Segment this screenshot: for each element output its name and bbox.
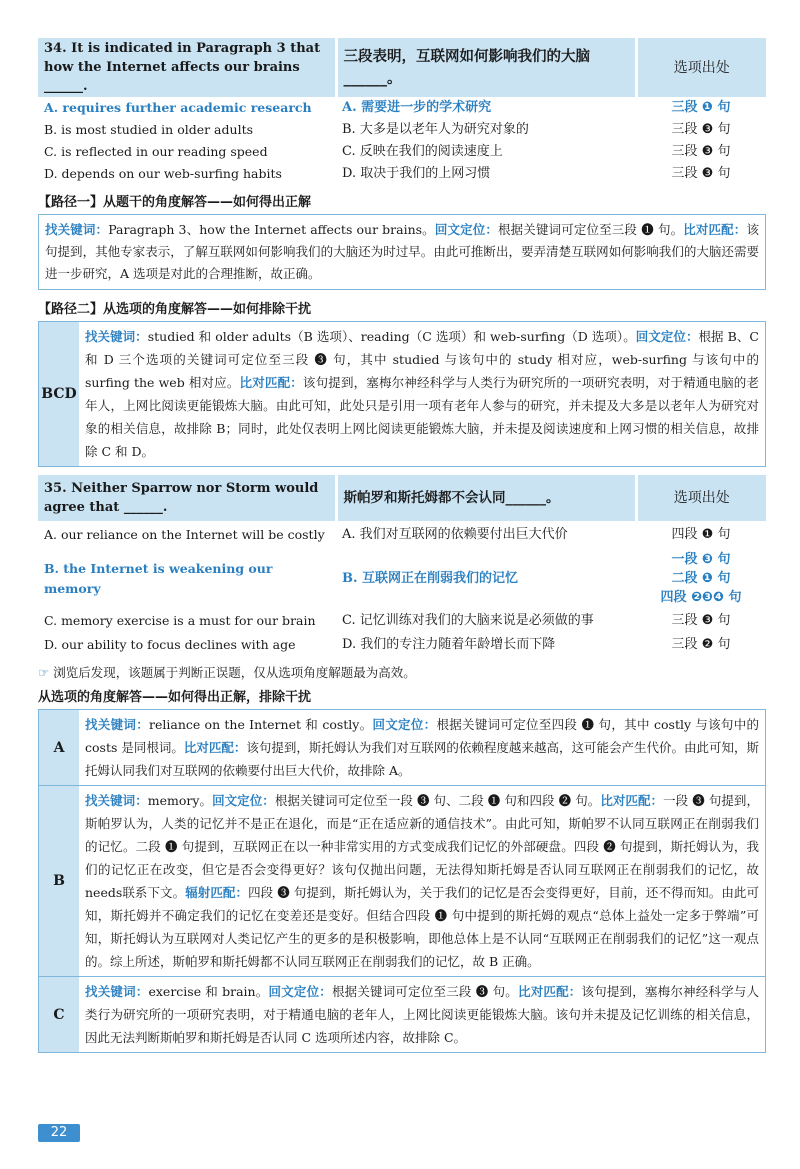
- tip-text: 浏览后发现，该题属于判断正误题，仅从选项角度解题最为高效。: [53, 665, 416, 680]
- path1-title: 【路径一】从题干的角度解答——如何得出正解: [38, 195, 312, 210]
- q35-section-title: 从选项的角度解答——如何得出正解，排除干扰: [38, 690, 312, 705]
- q34-table: [38, 38, 766, 185]
- option-cn: A. 我们对互联网的依赖要付出巨大代价: [342, 527, 568, 542]
- option-source: 三段 ❸ 句: [671, 122, 731, 137]
- option-en: B. is most studied in older adults: [44, 122, 254, 137]
- tip-line: [38, 663, 766, 681]
- q34-source-header: 选项出处: [636, 38, 766, 97]
- q35-option-b: [38, 549, 766, 608]
- page-content: [38, 38, 766, 1053]
- label-keyword: 找关键词：: [85, 329, 148, 344]
- option-en: A. our reliance on the Internet will be costly: [44, 527, 325, 542]
- label-locate: 回文定位：: [434, 222, 499, 237]
- option-source: 三段 ❷ 句: [671, 637, 731, 652]
- text-match: 该句提到，塞梅尔神经科学与人类行为研究所的一项研究表明，对于精通电脑的老年人，上网比阅读更能锻炼大脑。由此可知，此处只是引用一项有老年人参与的研究，并未提及大多是以老年人为研究对象的相关信息，故排除 B；同时，此处仅表明上网比阅读更能锻炼大脑，并未提及阅读速度和上网习惯的相关信息，故排除 C 和 D。: [85, 375, 759, 459]
- text-match: 该句提到，其他专家表示，了解互联网如何影响我们的大脑还为时过早。由此可推断出，要弄清楚互联网如何影响我们的大脑还需要进一步研究，A 选项是对此的合理推断，故正确。: [45, 222, 759, 281]
- option-source: 三段 ❸ 句: [671, 166, 731, 181]
- q35-option-c: [38, 608, 766, 634]
- row-side-label: B: [39, 786, 79, 976]
- option-source: 一段 ❸ 句: [671, 552, 731, 567]
- path1-box: [38, 214, 766, 290]
- row-text: [79, 710, 765, 785]
- option-en: C. is reflected in our reading speed: [44, 144, 268, 159]
- q35-header-row: [38, 475, 766, 521]
- label-match: 比对匹配：: [518, 984, 582, 999]
- row-text: [79, 786, 765, 976]
- option-source: 二段 ❶ 句: [671, 571, 731, 586]
- text-match: 该句提到，塞梅尔神经科学与人类行为研究所的一项研究表明，对于精通电脑的老年人，上网比阅读更能锻炼大脑。该句并未提及记忆训练的相关信息，因此无法判断斯帕罗和斯托姆是否认同 C 选项所述内容，故排除 C。: [85, 984, 759, 1045]
- q34-option-d: [38, 163, 766, 185]
- label-match: 比对匹配：: [683, 222, 747, 237]
- text-keyword: studied 和 older adults（B 选项）、reading（C 选项）和 web-surfing（D 选项）。: [147, 329, 636, 344]
- label-locate: 回文定位：: [212, 793, 275, 808]
- label-keyword: 找关键词：: [85, 984, 149, 999]
- path2-text: [79, 322, 765, 466]
- option-cn: D. 取决于我们的上网习惯: [342, 166, 491, 181]
- path2-box: [38, 321, 766, 467]
- option-cn: C. 记忆训练对我们的大脑来说是必须做的事: [342, 613, 594, 628]
- option-cn: B. 互联网正在削弱我们的记忆: [342, 570, 519, 586]
- label-locate: 回文定位：: [372, 717, 437, 732]
- option-source: 四段 ❷❸❹ 句: [660, 590, 742, 605]
- text-locate: 根据关键词可定位至一段 ❸ 句、二段 ❶ 句和四段 ❷ 句。: [274, 793, 601, 808]
- q35-option-a: [38, 521, 766, 549]
- label-keyword: 找关键词：: [45, 222, 109, 237]
- text-locate: 根据关键词可定位至三段 ❶ 句。: [498, 222, 684, 237]
- q35-table: [38, 475, 766, 656]
- option-source-multi: [636, 549, 766, 608]
- option-cn: C. 反映在我们的阅读速度上: [342, 144, 503, 159]
- text-locate: 根据 B、C 和 D 三个选项的关键词可定位至三段 ❸ 句，其中 studied 与该句中的 study 相对应，web-surfing 与该句中的 surfing the web 相对应。: [85, 329, 759, 390]
- path2-side-label: BCD: [39, 322, 79, 466]
- option-en: C. memory exercise is a must for our brain: [44, 613, 316, 628]
- q35-question-en: 35. Neither Sparrow nor Storm would agree that ______.: [38, 475, 336, 521]
- q34-option-c: [38, 141, 766, 163]
- label-locate: 回文定位：: [635, 329, 699, 344]
- q35-row-b: [38, 786, 766, 977]
- option-source: 三段 ❶ 句: [671, 100, 731, 115]
- q34-option-a: [38, 97, 766, 119]
- option-en: D. our ability to focus declines with age: [44, 637, 296, 652]
- q35-source-header: 选项出处: [636, 475, 766, 521]
- q35-question-cn: 斯帕罗和斯托姆都不会认同______。: [336, 475, 636, 521]
- text-keyword: memory。: [147, 793, 213, 808]
- option-source: 三段 ❸ 句: [671, 613, 731, 628]
- row-side-label: C: [39, 977, 79, 1052]
- q34-header-row: [38, 38, 766, 97]
- page-number: 22: [38, 1124, 80, 1142]
- pointing-hand-icon: ☞: [38, 665, 50, 680]
- q34-question-en: 34. It is indicated in Paragraph 3 that how the Internet affects our brains ______.: [38, 38, 336, 97]
- q34-option-b: [38, 119, 766, 141]
- text-keyword: exercise 和 brain。: [148, 984, 269, 999]
- text-keyword: Paragraph 3、how the Internet affects our brains。: [108, 222, 435, 237]
- text-locate: 根据关键词可定位至四段 ❶ 句，其中 costly 与该句中的 costs 是同根词。: [85, 717, 759, 755]
- row-text: [79, 977, 765, 1052]
- label-match: 比对匹配：: [600, 793, 664, 808]
- option-cn: D. 我们的专注力随着年龄增长而下降: [342, 637, 556, 652]
- path2-title: 【路径二】从选项的角度解答——如何排除干扰: [38, 302, 312, 317]
- label-radiate: 辐射匹配：: [185, 885, 249, 900]
- option-en: A. requires further academic research: [44, 100, 312, 115]
- option-source: 三段 ❸ 句: [671, 144, 731, 159]
- option-source: 四段 ❶ 句: [671, 527, 731, 542]
- text-keyword: reliance on the Internet 和 costly。: [149, 717, 373, 732]
- label-keyword: 找关键词：: [85, 793, 148, 808]
- option-cn: A. 需要进一步的学术研究: [342, 100, 492, 115]
- label-match: 比对匹配：: [183, 740, 247, 755]
- q35-option-d: [38, 634, 766, 656]
- label-keyword: 找关键词：: [85, 717, 149, 732]
- q35-row-c: [38, 977, 766, 1053]
- option-en: D. depends on our web-surfing habits: [44, 166, 282, 181]
- q35-row-a: [38, 709, 766, 786]
- option-cn: B. 大多是以老年人为研究对象的: [342, 122, 529, 137]
- text-match: 该句提到，斯托姆认为我们对互联网的依赖程度越来越高，这可能会产生代价。由此可知，斯托姆认同我们对互联网的依赖要付出巨大代价，故排除 A。: [85, 740, 759, 778]
- text-match: 一段 ❸ 句提到，斯帕罗认为，人类的记忆并不是正在退化，而是“正在适应新的通信技术”。由此可知，斯帕罗不认同互联网正在削弱我们的记忆。二段 ❶ 句提到，互联网正在以一种非常实用的方式变成我们记忆的外部硬盘。四段 ❷ 句提到，斯托姆认为，我们的记忆正在改变，但它是否会变得更好？该句仅抛出问题，无法得知斯托姆是否认同互联网正在削弱我们的记忆，故needs联系下文。: [85, 793, 759, 900]
- text-locate: 根据关键词可定位至三段 ❸ 句。: [331, 984, 518, 999]
- option-en: B. the Internet is weakening our memory: [44, 560, 273, 596]
- text-radiate: 四段 ❸ 句提到，斯托姆认为，关于我们的记忆是否会变得更好，目前，还不得而知。由此可知，斯托姆并不确定我们的记忆在变差还是变好。但结合四段 ❶ 句中提到的斯托姆的观点“总体上益处一定多于弊端”可知，斯托姆认为互联网对人类记忆产生的更多的是积极影响，即他总体上是不认同“互联网正在削弱我们的记忆”这一观点的。综上所述，斯帕罗和斯托姆都不认同互联网正在削弱我们的记忆，故 B 正确。: [85, 885, 759, 969]
- row-side-label: A: [39, 710, 79, 785]
- label-locate: 回文定位：: [268, 984, 332, 999]
- q34-question-cn: 三段表明，互联网如何影响我们的大脑______。: [336, 38, 636, 97]
- label-match: 比对匹配：: [239, 375, 303, 390]
